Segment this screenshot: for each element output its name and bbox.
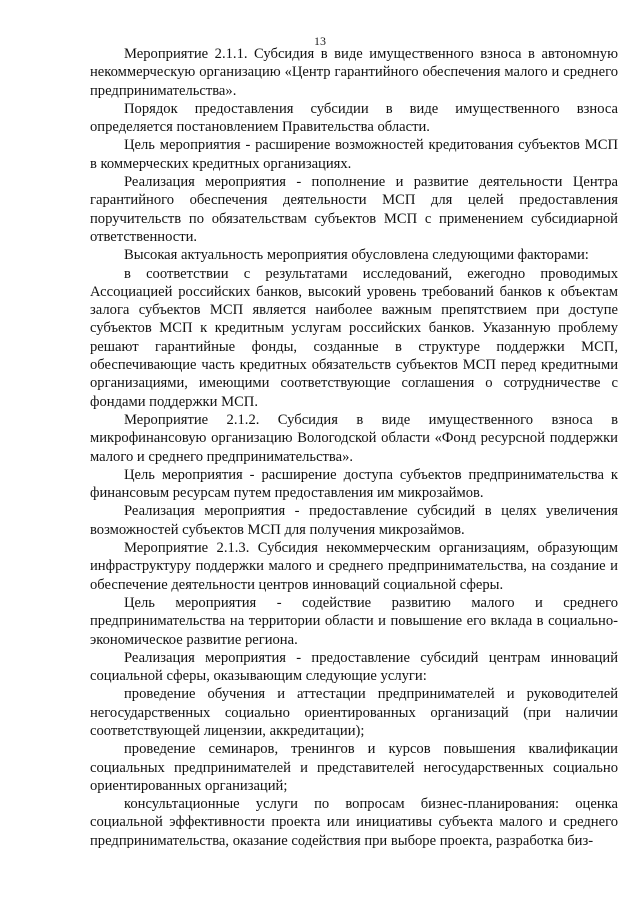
paragraph: Цель мероприятия - расширение возможностей кредитования субъектов МСП в коммерческих кредитных организациях. (90, 137, 618, 172)
page-number: 13 (314, 34, 326, 48)
paragraph: Реализация мероприятия - предоставление субсидий центрам инноваций социальной сферы, оказывающим следующие услуги: (90, 649, 618, 685)
document-body (90, 45, 618, 850)
paragraph: Мероприятие 2.1.3. Субсидия некоммерческим организациям, образующим инфраструктуру поддержки малого и среднего предпринимательства, на создание и обеспечение деятельности центров инноваций социальной сферы. (90, 540, 618, 593)
paragraph: Мероприятие 2.1.2. Субсидия в виде имущественного взноса в микрофинансовую организацию Вологодской области «Фонд ресурсной поддержки малого и среднего предпринимательства». (90, 411, 618, 465)
paragraph: Цель мероприятия - содействие развитию малого и среднего предпринимательства на территории области и повышение его вклада в социально-экономическое развитие региона. (90, 594, 618, 648)
paragraph: консультационные услуги по вопросам бизнес-планирования: оценка социальной эффективности проекта или инициативы субъекта малого и среднего предпринимательства, оказание содействия при выборе проекта, разработка биз- (90, 796, 618, 849)
paragraph: Реализация мероприятия - предоставление субсидий в целях увеличения возможностей субъектов МСП для получения микрозаймов. (90, 503, 618, 538)
paragraph: в соответствии с результатами исследований, ежегодно проводимых Ассоциацией российских банков, высокий уровень требований банков к объектам залога субъектов МСП является наиболее важным препятствием при доступе субъектов МСП к кредитным услугам российских банков. Указанную проблему решают гарантийные фонды, созданные в структуре поддержки МСП, обеспечивающие часть кредитных обязательств субъектов МСП перед кредитными организациями, имеющими соответствующие соглашения о сотрудничестве с фондами поддержки МСП. (90, 265, 618, 410)
paragraph: Цель мероприятия - расширение доступа субъектов предпринимательства к финансовым ресурсам путем предоставления им микрозаймов. (90, 466, 618, 502)
paragraph: проведение семинаров, тренингов и курсов повышения квалификации социальных предпринимателей и представителей негосударственных социально ориентированных организаций; (90, 741, 618, 794)
paragraph: проведение обучения и аттестации предпринимателей и руководителей негосударственных социально ориентированных организаций (при наличии соответствующей лицензии, аккредитации); (90, 686, 618, 739)
paragraph: Порядок предоставления субсидии в виде имущественного взноса определяется постановлением Правительства области. (90, 100, 618, 136)
paragraph: Высокая актуальность мероприятия обусловлена следующими факторами: (124, 247, 589, 264)
paragraph: Реализация мероприятия - пополнение и развитие деятельности Центра гарантийного обеспечения деятельности МСП для целей предоставления поручительств по обязательствам субъектов МСП с применением субсидиарной ответственности. (90, 174, 618, 245)
paragraph: Мероприятие 2.1.1. Субсидия в виде имущественного взноса в автономную некоммерческую организацию «Центр гарантийного обеспечения малого и среднего предпринимательства». (90, 46, 618, 99)
